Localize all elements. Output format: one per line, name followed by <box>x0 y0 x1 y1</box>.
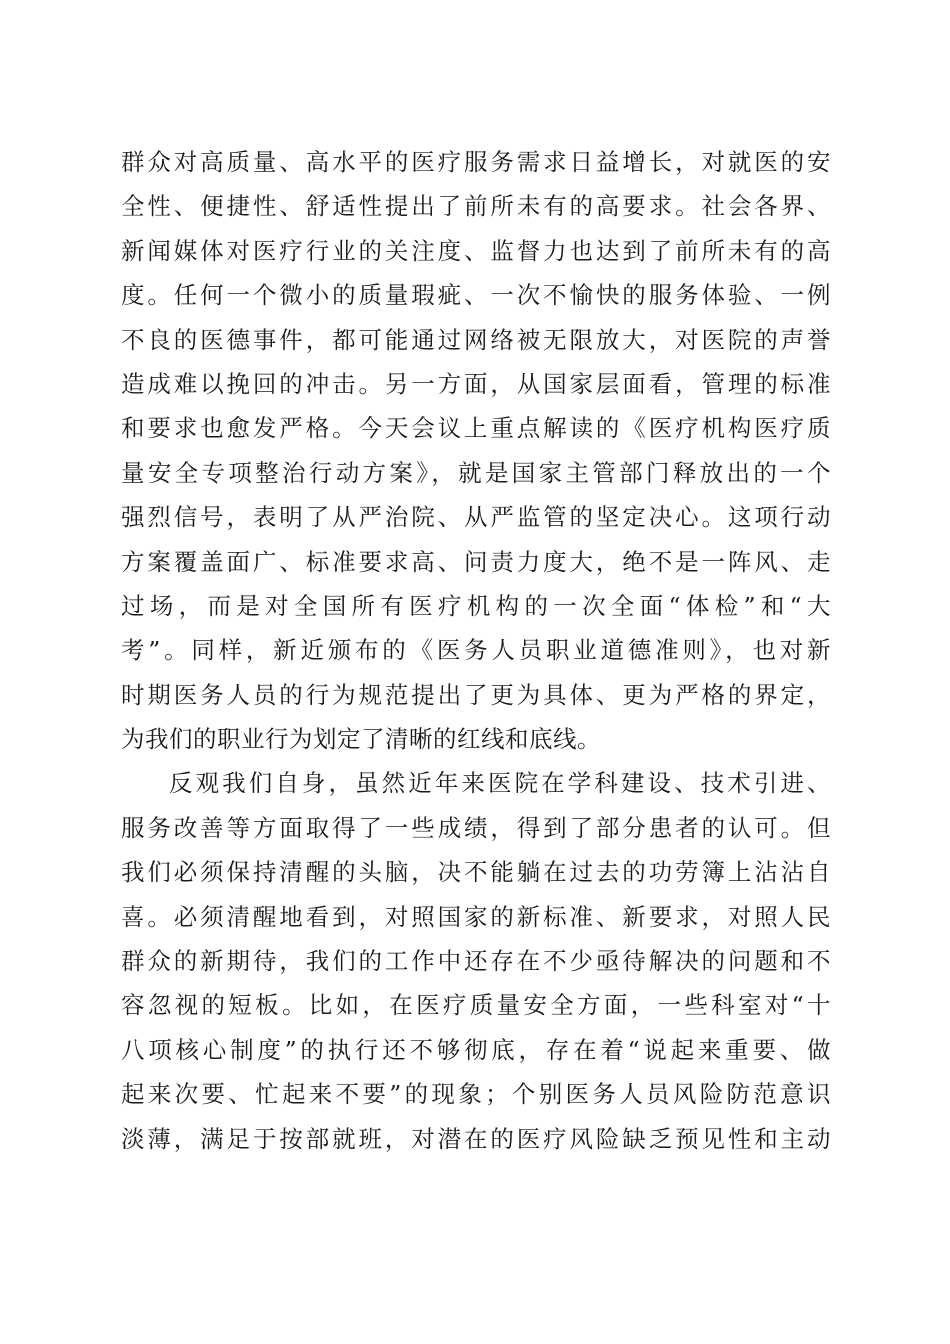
text-line: 八项核心制度”的执行还不够彻底，存在着“说起来重要、做 <box>121 1035 831 1064</box>
paragraph-2 <box>121 761 831 1161</box>
text-line: 喜。必须清醒地看到，对照国家的新标准、新要求，对照人民 <box>121 902 831 931</box>
text-line: 造成难以挽回的冲击。另一方面，从国家层面看，管理的标准 <box>121 369 831 398</box>
text-line: 新闻媒体对医疗行业的关注度、监督力也达到了前所未有的高 <box>121 236 831 265</box>
text-line: 和要求也愈发严格。今天会议上重点解读的《医疗机构医疗质 <box>121 414 831 443</box>
text-line: 考”。同样，新近颁布的《医务人员职业道德准则》，也对新 <box>121 636 831 665</box>
text-line: 群众的新期待，我们的工作中还存在不少亟待解决的问题和不 <box>121 947 831 976</box>
text-line: 服务改善等方面取得了一些成绩，得到了部分患者的认可。但 <box>121 813 831 842</box>
text-line: 反观我们自身，虽然近年来医院在学科建设、技术引进、 <box>169 769 831 798</box>
text-line: 时期医务人员的行为规范提出了更为具体、更为严格的界定， <box>121 680 831 709</box>
text-line: 我们必须保持清醒的头脑，决不能躺在过去的功劳簿上沾沾自 <box>121 858 831 887</box>
text-line: 全性、便捷性、舒适性提出了前所未有的高要求。社会各界、 <box>121 192 831 221</box>
text-line: 方案覆盖面广、标准要求高、问责力度大，绝不是一阵风、走 <box>121 547 831 576</box>
text-line: 度。任何一个微小的质量瑕疵、一次不愉快的服务体验、一例 <box>121 281 831 310</box>
paragraph-1 <box>121 140 831 761</box>
text-line: 强烈信号，表明了从严治院、从严监管的坚定决心。这项行动 <box>121 503 831 532</box>
text-line: 量安全专项整治行动方案》，就是国家主管部门释放出的一个 <box>121 458 831 487</box>
body-text <box>121 140 831 1161</box>
text-line: 为我们的职业行为划定了清晰的红线和底线。 <box>121 725 601 754</box>
text-line: 不良的医德事件，都可能通过网络被无限放大，对医院的声誉 <box>121 325 831 354</box>
text-line: 群众对高质量、高水平的医疗服务需求日益增长，对就医的安 <box>121 148 831 176</box>
text-line: 容忽视的短板。比如，在医疗质量安全方面，一些科室对“十 <box>121 991 831 1020</box>
text-line: 过场，而是对全国所有医疗机构的一次全面“体检”和“大 <box>121 591 831 620</box>
text-line: 淡薄，满足于按部就班，对潜在的医疗风险缺乏预见性和主动 <box>121 1124 831 1153</box>
text-line: 起来次要、忙起来不要”的现象；个别医务人员风险防范意识 <box>121 1080 831 1109</box>
